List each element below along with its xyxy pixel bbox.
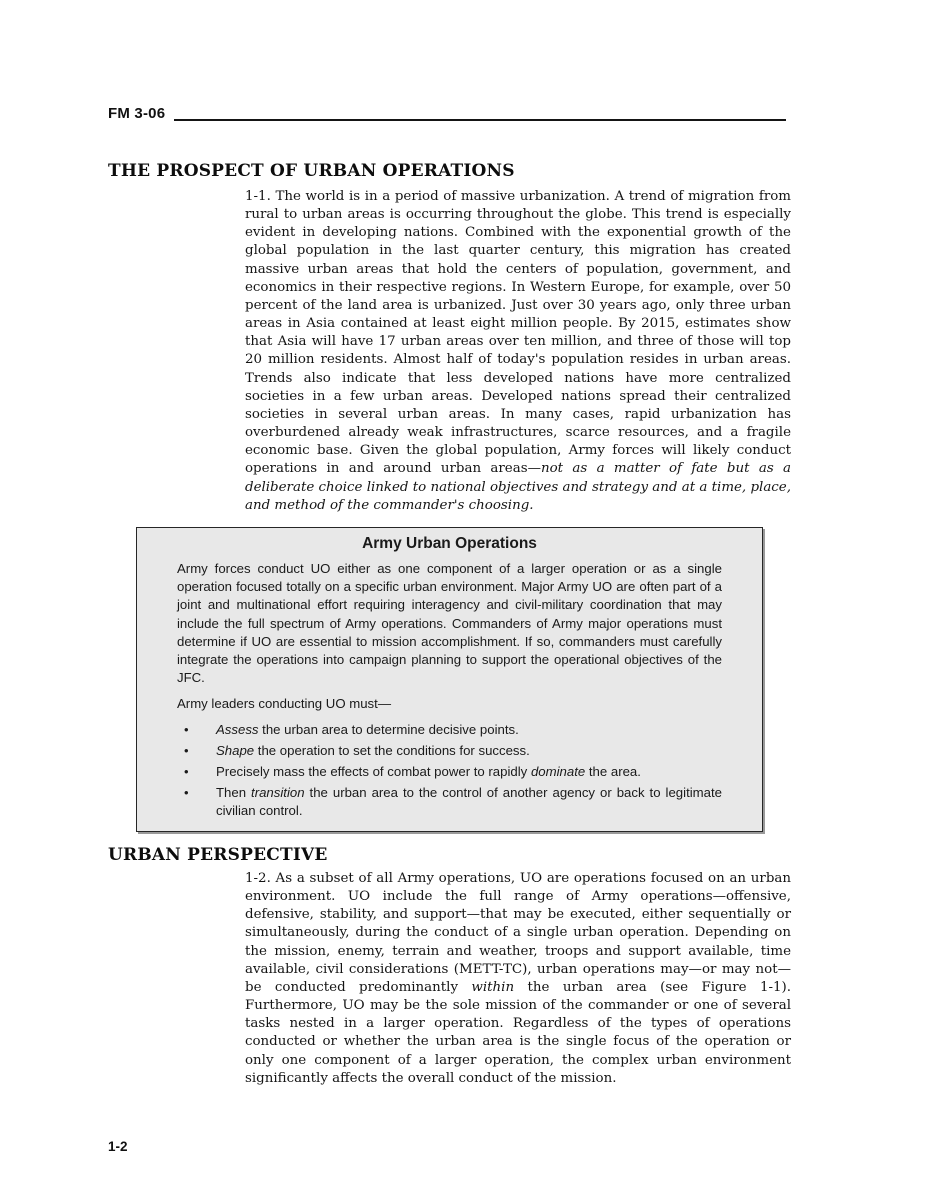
bullet-list xyxy=(177,721,722,821)
section-heading-perspective: URBAN PERSPECTIVE xyxy=(108,845,328,865)
paragraph-1-2-tail: the urban area (see Figure 1-1). Furthermore, UO may be the sole mission of the commander or one of several tasks nested in a larger operation. Regardless of the types of operations conducted or whether the urban area is the single focus of the operation or only one component of a larger operation, the complex urban environment significantly affects the overall conduct of the mission. xyxy=(245,979,791,1086)
bullet-1-emphasis: Assess xyxy=(216,721,259,737)
header-rule xyxy=(174,119,786,121)
paragraph-1-1-italic: not as a matter of fate but as a deliberate choice linked to national objectives and strategy and at a time, place, and method of the commander's choosing. xyxy=(245,461,792,513)
page-header xyxy=(108,106,786,122)
bullet-icon: • xyxy=(184,742,189,758)
section-heading-prospect: THE PROSPECT OF URBAN OPERATIONS xyxy=(108,161,515,181)
bullet-1-post: the urban area to determine decisive points. xyxy=(258,721,519,737)
bullet-icon: • xyxy=(184,721,189,737)
page-footer xyxy=(108,1139,128,1154)
bullet-3-post: the area. xyxy=(585,764,641,780)
bullet-4-post: the urban area to the control of another agency or back to legitimate civilian control. xyxy=(216,785,722,819)
bullet-2-post: the operation to set the conditions for success. xyxy=(254,742,530,758)
document-id: FM 3-06 xyxy=(108,105,166,122)
box-paragraph-2: Army leaders conducting UO must— xyxy=(177,696,392,712)
bullet-4-pre: Then xyxy=(216,785,252,801)
bullet-icon: • xyxy=(184,764,189,780)
bullet-2-emphasis: Shape xyxy=(216,742,255,758)
box-paragraph-1: Army forces conduct UO either as one component of a larger operation or as a single operation focused totally on a specific urban environment. Major Army UO are often part of a joint and multinational effort requiring interagency and civil-military coordination that may include the full spectrum of Army operations. Commanders of Army major operations must determine if UO are essential to mission accomplishment. If so, commanders must carefully integrate the operations into campaign planning to support the operational objectives of the JFC. xyxy=(177,561,722,686)
bullet-3-pre: Precisely mass the effects of combat power to rapidly xyxy=(216,764,531,780)
paragraph-1-1 xyxy=(245,188,791,515)
box-title: Army Urban Operations xyxy=(362,535,537,552)
army-urban-operations-box xyxy=(136,527,763,832)
page-number: 1-2 xyxy=(108,1139,128,1154)
list-item xyxy=(182,763,722,781)
list-item xyxy=(182,721,722,739)
list-item xyxy=(182,742,722,760)
paragraph-1-2-text: 1-2. As a subset of all Army operations, UO are operations focused on an urban environment. UO include the full range of Army operations—offensive, defensive, stability, and support—that may be executed, either sequentially or simultaneously, during the conduct of a single urban operation. Depending on the mission, enemy, terrain and weather, troops and support available, time available, civil considerations (METT-TC), urban operations may—or may not—be conducted predominantly xyxy=(245,871,791,995)
paragraph-1-2-italic: within xyxy=(471,979,515,995)
bullet-icon: • xyxy=(184,785,189,801)
bullet-3-emphasis: dominate xyxy=(530,764,586,780)
list-item xyxy=(182,784,722,820)
paragraph-1-1-text: 1-1. The world is in a period of massive urbanization. A trend of migration from rural to urban areas is occurring throughout the globe. This trend is especially evident in developing nations. Combined with the exponential growth of the global population in the last quarter century, this migration has created massive urban areas that hold the centers of population, government, and economics in their respective regions. In Western Europe, for example, over 50 percent of the land area is urbanized. Just over 30 years ago, only three urban areas in Asia contained at least eight million people. By 2015, estimates show that Asia will have 17 urban areas over ten million, and three of those will top 20 million residents. Almost half of today's population resides in urban areas. Trends also indicate that less developed nations have more centralized societies in a few urban areas. Developed nations spread their centralized societies in several urban areas. In many cases, rapid urbanization has overburdened already weak infrastructures, scarce resources, and a fragile economic base. Given the global population, Army forces will likely conduct operations in and around urban areas— xyxy=(245,189,791,477)
bullet-4-emphasis: transition xyxy=(251,785,305,801)
paragraph-1-2 xyxy=(245,870,791,1088)
